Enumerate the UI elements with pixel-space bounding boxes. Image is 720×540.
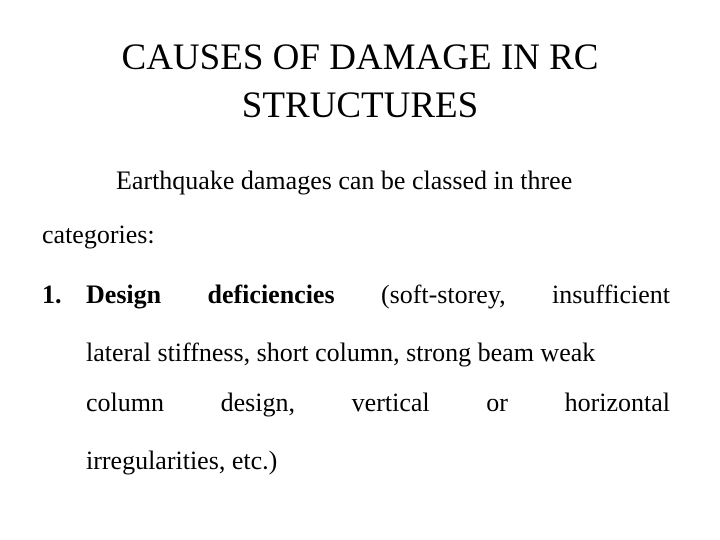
list-item-line-2: lateral stiffness, short column, strong beam weak [86, 338, 596, 367]
item-word-horizontal: horizontal [564, 388, 670, 417]
slide-title [0, 34, 720, 130]
intro-text-line-2: categories: [42, 220, 155, 249]
item-bold-word-design: Design [86, 280, 162, 309]
list-item-line-3 [86, 388, 670, 418]
item-word-insufficient: insufficient [552, 280, 670, 309]
item-word-design: design, [220, 388, 296, 417]
intro-text-line-1: Earthquake damages can be classed in three [116, 166, 573, 195]
item-word-vertical: vertical [351, 388, 430, 417]
list-item-line-1 [86, 280, 670, 310]
title-line-2: STRUCTURES [241, 85, 479, 126]
list-item-number: 1. [42, 280, 62, 309]
item-bold-word-deficiencies: deficiencies [207, 280, 335, 309]
item-word-column: column [86, 388, 164, 417]
list-item-line-4: irregularities, etc.) [86, 446, 278, 475]
item-word-soft-storey: (soft-storey, [380, 280, 506, 309]
title-line-1: CAUSES OF DAMAGE IN RC [121, 37, 599, 78]
item-word-or: or [486, 388, 508, 417]
